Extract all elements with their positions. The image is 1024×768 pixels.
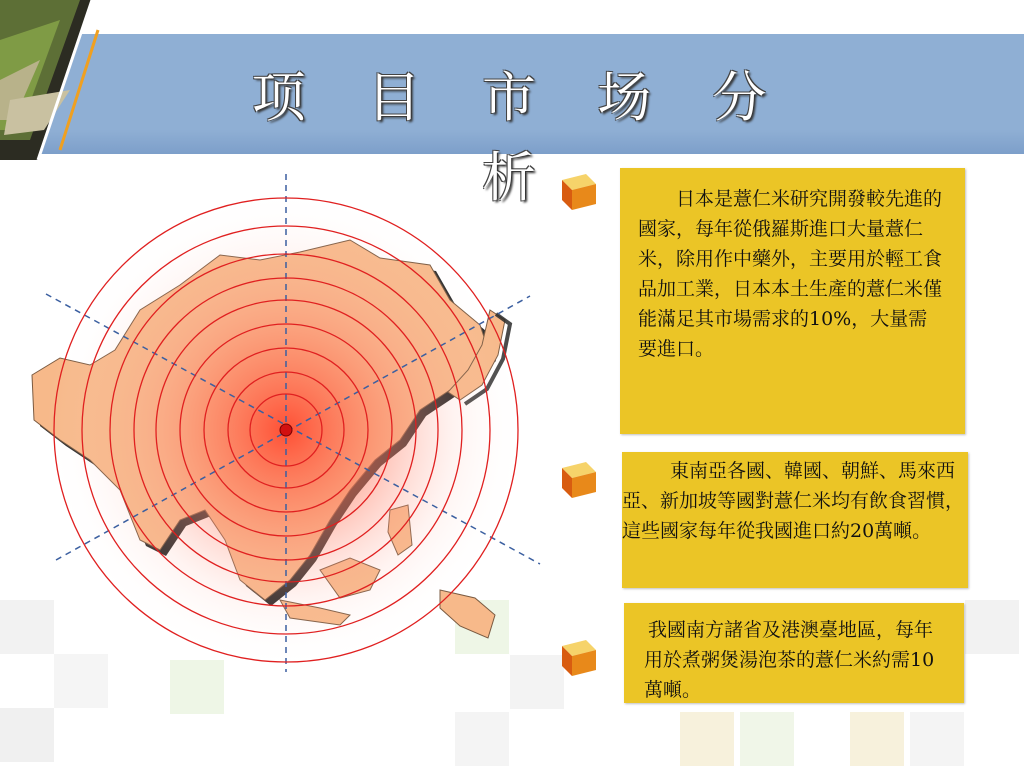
bg-tile (740, 712, 794, 766)
bg-tile (965, 600, 1019, 654)
bg-tile (680, 712, 734, 766)
note-japan (620, 168, 965, 434)
bg-tile (0, 708, 54, 762)
note-text: 東南亞各國、韓國、朝鮮、馬來西亞、新加坡等國對薏仁米均有飲食習慣，這些國家每年從我國進口約20萬噸。 (622, 460, 965, 542)
page-title: 项 目 市 场 分 析 (251, 66, 789, 209)
note-text: 日本是薏仁米研究開發較先進的國家，每年從俄羅斯進口大量薏仁米，除用作中藥外，主要用於輕工食品加工業，日本本土生產的薏仁米僅能滿足其市場需求的10%，大量需要進口。 (638, 188, 943, 360)
note-text: 我國南方諸省及港澳臺地區，每年用於煮粥煲湯泡茶的薏仁米約需10萬噸。 (644, 619, 935, 701)
rice-photo (0, 0, 100, 160)
bg-tile (850, 712, 904, 766)
cube-bullet-icon (556, 458, 600, 502)
bg-tile (455, 712, 509, 766)
bg-tile (910, 712, 964, 766)
asia-map (20, 160, 560, 680)
center-marker (280, 424, 292, 436)
note-southeast-asia (622, 452, 968, 588)
note-domestic (624, 603, 964, 703)
cube-bullet-icon (556, 636, 600, 680)
cube-bullet-icon (556, 170, 600, 214)
